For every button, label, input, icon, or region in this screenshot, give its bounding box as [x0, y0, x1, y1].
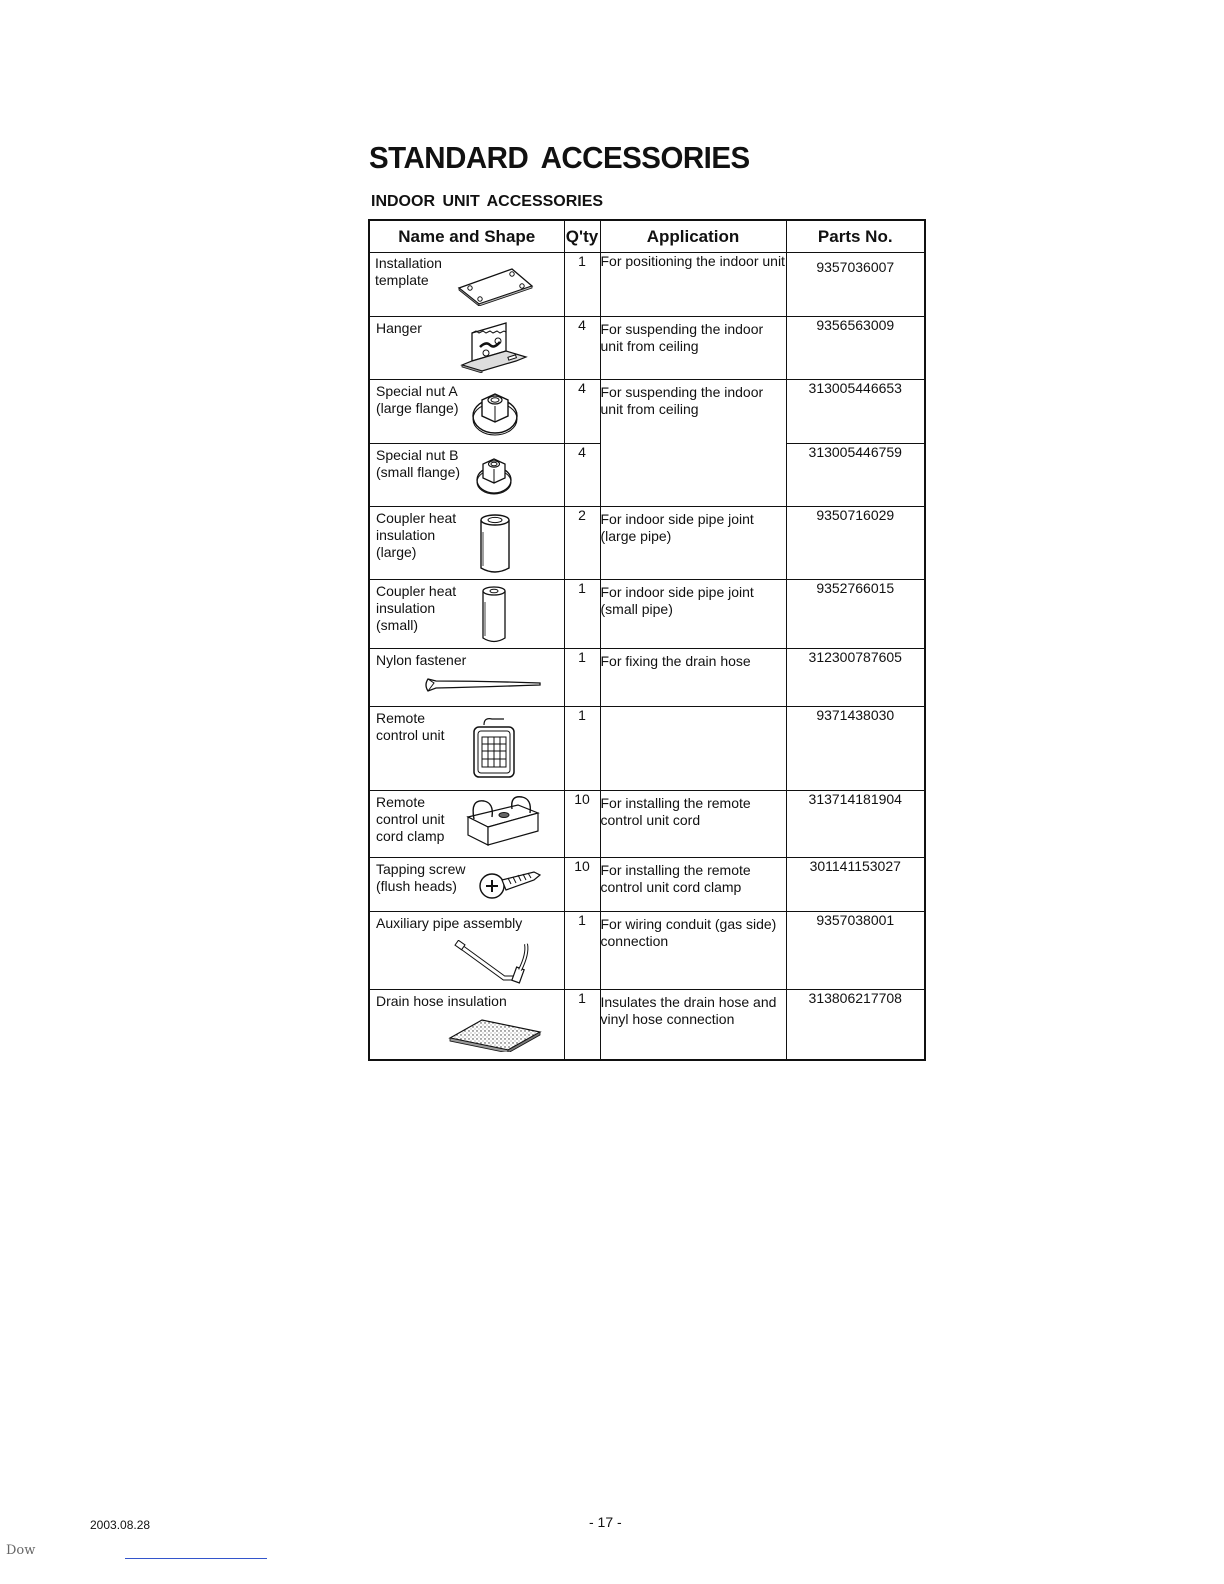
name-shape-cell [369, 858, 564, 912]
cord-clamp-icon [460, 795, 542, 851]
qty-cell: 4 [564, 444, 600, 507]
page-title: STANDARD ACCESSORIES [369, 140, 750, 175]
drain-hose-insulation-icon [448, 1018, 544, 1052]
application-cell: For fixing the drain hose [600, 649, 786, 707]
name-shape-cell [369, 707, 564, 791]
link-underline[interactable] [125, 1558, 267, 1559]
application-cell: For suspending the indoor unit from ceiling [600, 380, 786, 507]
table-row [369, 912, 925, 990]
application-cell: For installing the remote control unit cord clamp [600, 858, 786, 912]
footer-date: 2003.08.28 [90, 1518, 151, 1532]
table-row [369, 791, 925, 858]
parts-no-cell: 9357038001 [786, 912, 925, 990]
table-header-row [369, 220, 925, 253]
qty-cell: 1 [564, 253, 600, 317]
name-shape-cell [369, 791, 564, 858]
item-name: Installation template [375, 255, 442, 288]
item-name: Hanger [376, 320, 422, 336]
qty-cell: 1 [564, 707, 600, 791]
name-shape-cell [369, 317, 564, 380]
page-number: - 17 - [589, 1514, 622, 1530]
header-qty: Q'ty [564, 220, 600, 253]
nut-large-flange-icon [470, 388, 520, 436]
table-row [369, 317, 925, 380]
parts-no-cell: 313806217708 [786, 990, 925, 1060]
coupler-insulation-small-icon [480, 584, 508, 646]
item-name: Coupler heat insulation (large) [376, 510, 457, 560]
table-row [369, 649, 925, 707]
qty-cell: 1 [564, 912, 600, 990]
nut-small-flange-icon [474, 454, 514, 496]
application-cell: For positioning the indoor unit [600, 253, 786, 317]
item-name: Coupler heat insulation (small) [376, 583, 457, 633]
installation-template-icon [456, 266, 536, 306]
table-row [369, 707, 925, 791]
hanger-icon [458, 321, 530, 373]
application-cell [600, 707, 786, 791]
qty-cell: 10 [564, 791, 600, 858]
item-name: Tapping screw (flush heads) [376, 861, 466, 894]
application-cell: For wiring conduit (gas side) connection [600, 912, 786, 990]
qty-cell: 1 [564, 990, 600, 1060]
name-shape-cell [369, 649, 564, 707]
table-row [369, 858, 925, 912]
item-name: Remote control unit cord clamp [376, 794, 445, 844]
header-parts-no: Parts No. [786, 220, 925, 253]
parts-no-cell: 313005446759 [786, 444, 925, 507]
parts-no-cell: 9371438030 [786, 707, 925, 791]
section-subtitle: INDOOR UNIT ACCESSORIES [371, 193, 604, 210]
item-name: Remote control unit [376, 710, 445, 743]
watermark-text: Dow [6, 1543, 36, 1558]
name-shape-cell [369, 580, 564, 649]
parts-no-cell: 9350716029 [786, 507, 925, 580]
table-row [369, 253, 925, 317]
qty-cell: 2 [564, 507, 600, 580]
header-application: Application [600, 220, 786, 253]
table-row [369, 380, 925, 444]
table-row [369, 580, 925, 649]
accessories-table [368, 219, 926, 1061]
qty-cell: 1 [564, 649, 600, 707]
name-shape-cell [369, 253, 564, 317]
application-cell: For installing the remote control unit cord [600, 791, 786, 858]
nylon-fastener-icon [422, 675, 544, 695]
application-cell: For suspending the indoor unit from ceiling [600, 317, 786, 380]
item-name: Special nut A (large flange) [376, 383, 459, 416]
qty-cell: 4 [564, 380, 600, 444]
item-name: Auxiliary pipe assembly [376, 915, 523, 931]
application-cell: For indoor side pipe joint (small pipe) [600, 580, 786, 649]
name-shape-cell [369, 444, 564, 507]
coupler-insulation-large-icon [478, 512, 512, 576]
parts-no-cell: 312300787605 [786, 649, 925, 707]
name-shape-cell [369, 380, 564, 444]
qty-cell: 1 [564, 580, 600, 649]
parts-no-cell: 313714181904 [786, 791, 925, 858]
application-cell: Insulates the drain hose and vinyl hose connection [600, 990, 786, 1060]
qty-cell: 4 [564, 317, 600, 380]
parts-no-cell: 313005446653 [786, 380, 925, 444]
table-row [369, 507, 925, 580]
item-name: Special nut B (small flange) [376, 447, 461, 480]
tapping-screw-icon [478, 862, 542, 902]
qty-cell: 10 [564, 858, 600, 912]
name-shape-cell [369, 507, 564, 580]
name-shape-cell [369, 990, 564, 1060]
remote-control-icon [470, 715, 520, 781]
parts-no-cell: 9357036007 [786, 253, 925, 317]
auxiliary-pipe-icon [454, 940, 534, 984]
parts-no-cell: 301141153027 [786, 858, 925, 912]
item-name: Nylon fastener [376, 652, 467, 668]
parts-no-cell: 9356563009 [786, 317, 925, 380]
name-shape-cell [369, 912, 564, 990]
parts-no-cell: 9352766015 [786, 580, 925, 649]
application-cell: For indoor side pipe joint (large pipe) [600, 507, 786, 580]
item-name: Drain hose insulation [376, 993, 507, 1009]
header-name-and-shape: Name and Shape [369, 220, 564, 253]
table-row [369, 990, 925, 1060]
